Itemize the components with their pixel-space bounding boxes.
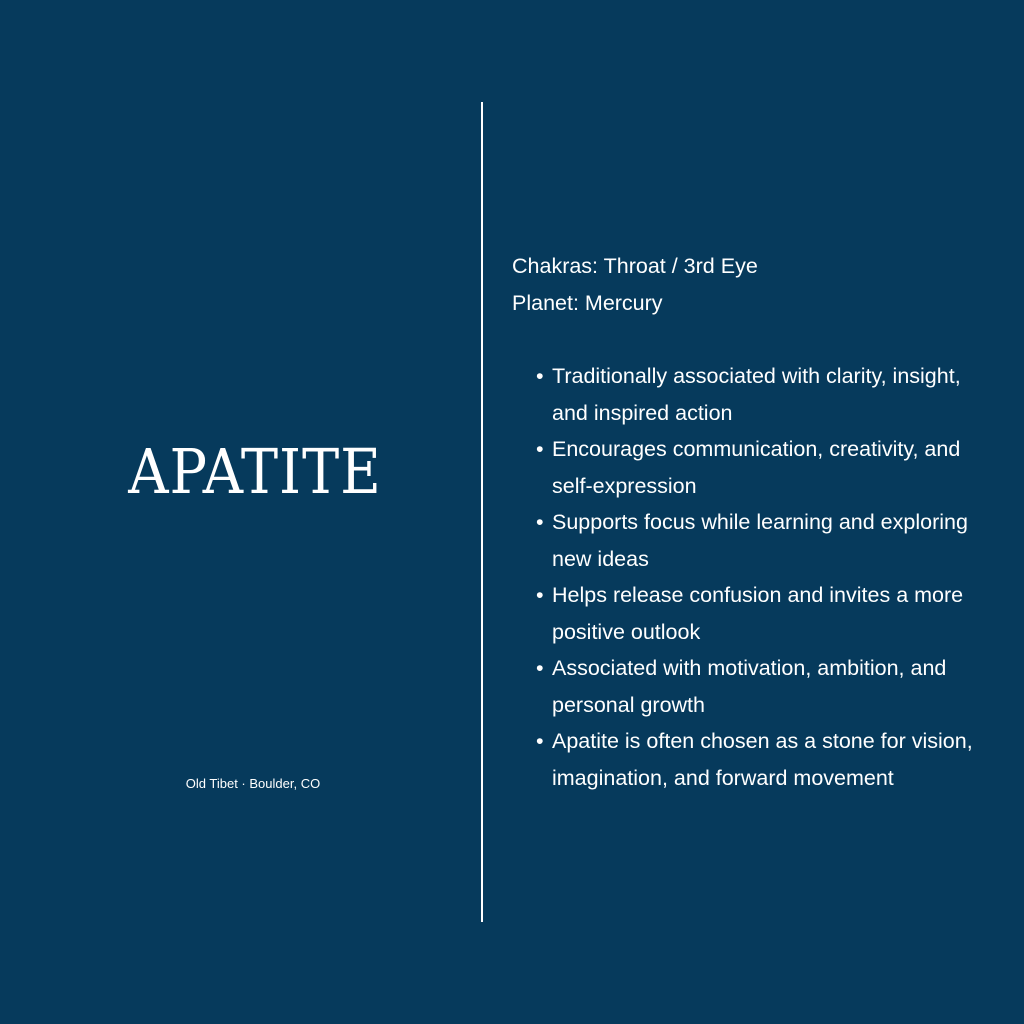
vertical-divider [481, 102, 483, 922]
trait-item: • Helps release confusion and invites a more positive outlook [552, 577, 1002, 650]
trait-item: • Associated with motivation, ambition, and personal growth [552, 650, 1002, 723]
traits-list [512, 358, 1002, 796]
trait-item: • Traditionally associated with clarity, insight, and inspired action [552, 358, 1002, 431]
stone-details [512, 248, 1002, 796]
stone-name: APATITE [128, 435, 382, 508]
chakras-line: Chakras: Throat / 3rd Eye [512, 254, 758, 278]
trait-item: • Encourages communication, creativity, and self-expression [552, 431, 1002, 504]
trait-item: • Supports focus while learning and exploring new ideas [552, 504, 1002, 577]
planet-line: Planet: Mercury [512, 290, 663, 315]
trait-item: • Apatite is often chosen as a stone for vision, imagination, and forward movement [552, 723, 1002, 796]
store-location: Old Tibet · Boulder, CO [185, 776, 321, 791]
